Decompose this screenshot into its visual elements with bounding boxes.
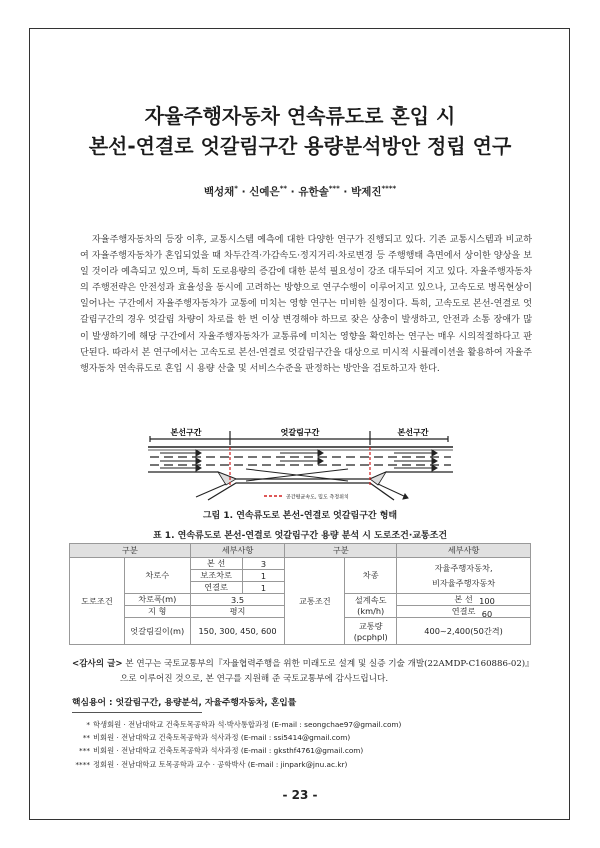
lane-width-value: 3.5 (190, 594, 285, 606)
lane-count-cell: 1 (242, 570, 285, 582)
acknowledgement-text: 본 연구는 국토교통부의『자율협력주행을 위한 미래도로 설계 및 실증 기술 개발(22AMDP-C160886-02)』으로 이루어진 것으로, 본 연구를 지원해 준 국토교통부에 감사드립니다. (120, 659, 530, 684)
footnote-mark: *** (79, 746, 90, 756)
author-mark: **** (381, 184, 397, 193)
vehicle-type-line: 자율주행자동차, (434, 562, 493, 573)
author-name: 박제진 (351, 186, 382, 198)
legend-label: 공간평균속도, 밀도 측정위치 (286, 494, 349, 501)
design-speed-label (345, 594, 397, 618)
paper-title-line-1: 자율주행자동차 연속류도로 혼입 시 (144, 104, 456, 128)
footnote-text: 학생회원 · 전남대학교 건축토목공학과 석·박사통합과정 (E-mail : seongchae97@gmail.com) (93, 720, 402, 729)
lane-count-cell: 3 (242, 558, 285, 570)
road-edges (148, 447, 453, 500)
traffic-volume-label (345, 618, 397, 645)
table-row (70, 558, 531, 570)
footnote-text: 비회원 · 전남대학교 건축토목공학과 석사과정 (E-mail : ssi5414@gmail.com) (93, 733, 351, 743)
footnote-mark: ** (82, 733, 90, 743)
lane-count-cell: 1 (242, 582, 285, 594)
author-separator: · (287, 186, 299, 198)
acknowledgement (72, 657, 532, 687)
footnote (68, 744, 401, 757)
traffic-volume-text: 교통량 (358, 620, 383, 631)
traffic-volume-value: 400~2,400(50간격) (397, 618, 531, 645)
design-speed-unit: (km/h) (357, 606, 385, 616)
traffic-conditions-group: 교통조건 (285, 558, 345, 645)
header-cell: 구분 (285, 544, 397, 558)
road-conditions-group: 도로조건 (70, 558, 125, 645)
speed-type-cell: 연결로 (397, 606, 531, 618)
author-separator: · (237, 186, 250, 198)
vehicle-type-value (397, 558, 531, 594)
footnote (68, 731, 401, 744)
lane-type-cell: 본 선 (190, 558, 242, 570)
author-mark: * (234, 184, 238, 193)
vehicle-type-label: 차종 (345, 558, 397, 594)
figure-caption: 그림 1. 연속류도로 본선-연결로 엇갈림구간 형태 (202, 511, 398, 521)
page-number: - 23 - (282, 788, 318, 802)
speed-value-cell: 100 (479, 596, 495, 606)
keywords: 핵심용어 : 엇갈림구간, 용량분석, 자율주행자동차, 혼입률 (72, 698, 297, 708)
author-mark: ** (279, 184, 288, 193)
paper-title-line-2: 본선-연결로 엇갈림구간 용량분석방안 정립 연구 (88, 134, 512, 158)
figure-label-weaving: 엇갈림구간 (280, 428, 320, 437)
author-list (0, 184, 600, 199)
weave-length-value: 150, 300, 450, 600 (190, 618, 285, 645)
header-cell: 세부사항 (397, 544, 531, 558)
table-header-row (70, 544, 531, 558)
design-speed-text: 설계속도 (354, 595, 387, 605)
weave-length-label: 엇갈림길이(m) (124, 618, 190, 645)
abstract-paragraph: 자율주행자동차의 등장 이후, 교통시스템 예측에 대한 다양한 연구가 진행되고 있다. 기존 교통시스템과 비교하여 자율주행자동차가 혼입되었을 때 차두간격·가감속도·정지거리·차로변경 등 주행행태 측면에서 상이한 양상을 보일 것이라 예측되고 있으며, 특히 도로용량의 증감에 대한 분석 필요성이 강조 대두되어 지고 있다. 자율주행자동차의 주행전략은 안전성과 효율성을 동시에 고려하는 방향으로 연구수행이 이루어지고 있으나, 고속도로 병목현상이 일어나는 구간에서 자율주행자동차가 교통에 미치는 영향 연구는 미비한 실정이다. 특히, 고속도로 본선-연결로 엇갈림구간의 경우 엇갈림 차량이 차로를 한 번 이상 변경해야 하므로 잦은 상충이 발생하고, 안전과 소통 장애가 많이 발생하기에 해당 구간에서 자율주행자동차가 교통류에 미치는 영향을 확인하는 연구는 매우 시의적절하다고 판단된다. 따라서 본 연구에서는 고속도로 본선-연결로 엇갈림구간을 대상으로 미시적 시뮬레이션을 활용하여 자율주행자동차 연속류도로 혼입 시 용량 산출 및 서비스수준을 판정하는 방안을 검토하고자 한다. (80, 235, 532, 374)
footnote-divider (72, 712, 202, 713)
table-caption: 표 1. 연속류도로 본선-연결로 엇갈림구간 용량 분석 시 도로조건·교통조건 (152, 531, 448, 541)
header-cell: 구분 (70, 544, 191, 558)
speed-type-cell: 본 선 (397, 594, 531, 606)
lane-width-label: 차로폭(m) (124, 594, 190, 606)
traffic-volume-unit: (pcphpl) (353, 631, 388, 642)
figure-legend (264, 494, 349, 501)
footnote (68, 758, 401, 771)
header-cell: 세부사항 (190, 544, 285, 558)
vehicle-type-line: 비자율주행자동차 (431, 577, 496, 588)
weaving-section-diagram (148, 427, 453, 507)
figure-label-mainline-left: 본선구간 (170, 428, 202, 437)
author-name: 신예은 (249, 186, 280, 198)
lane-type-cell: 보조차로 (190, 570, 242, 582)
terrain-label: 지 형 (124, 606, 190, 618)
terrain-value: 평지 (190, 606, 285, 618)
footnote (68, 718, 401, 731)
conditions-table (69, 543, 531, 645)
author-mark: *** (328, 184, 340, 193)
footnote-text: 정회원 · 전남대학교 토목공학과 교수 · 공학박사 (E-mail : jinpark@jnu.ac.kr) (93, 759, 348, 769)
author-separator: · (339, 186, 352, 198)
acknowledgement-title: <감사의 글> (72, 659, 123, 669)
author-name: 유한솔 (298, 186, 329, 198)
lanes-label: 차로수 (124, 558, 190, 594)
footnote-mark: **** (75, 759, 90, 769)
author-name: 백성채 (203, 186, 235, 198)
speed-value-cell: 60 (481, 609, 493, 619)
figure-label-mainline-right: 본선구간 (397, 428, 429, 437)
footnotes (68, 718, 401, 771)
footnote-text: 비회원 · 전남대학교 건축토목공학과 석사과정 (E-mail : gksthf4761@gmail.com) (93, 746, 364, 756)
lane-type-cell: 연결로 (190, 582, 242, 594)
footnote-mark: * (86, 720, 90, 729)
